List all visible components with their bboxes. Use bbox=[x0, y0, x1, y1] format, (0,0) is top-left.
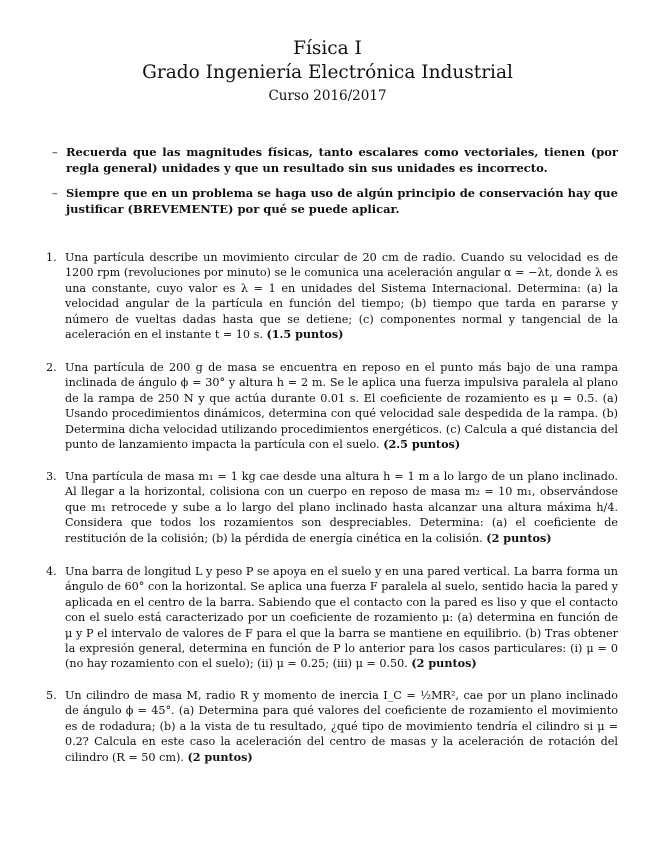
instruction-text: Siempre que en un problema se haga uso de algún principio de conservación hay que justificar (BREVEMENTE) por qué se puede aplicar. bbox=[66, 186, 618, 216]
problem-text: Una partícula de 200 g de masa se encuentra en reposo en el punto más bajo de una rampa inclinada de ángulo ϕ = 30° y altura h = 2 m. Se le aplica una fuerza impulsiva paralela al plano de la rampa de 250 N y que actúa durante 0.01 s. El coeficiente de rozamiento es μ = 0.5. (a) Usando procedimientos dinámicos, determina con qué velocidad sale despedida de la rampa. (b) Determina dicha velocidad utilizando procedimientos energéticos. (c) Calcula a qué distancia del punto de lanzamiento impacta la partícula con el suelo. bbox=[65, 361, 618, 452]
instructions-list bbox=[52, 145, 618, 227]
problem-text: Un cilindro de masa M, radio R y momento de inercia I_C = ½MR², cae por un plano inclinado de ángulo ϕ = 45°. (a) Determina para qué valores del coeficiente de rozamiento el movimiento es de rodadura; (b) a la vista de tu resultado, ¿qué tipo de movimiento tendría el cilindro si μ = 0.2? Calcula en este caso la aceleración del centro de masas y la aceleración de rotación del cilindro (R = 50 cm). bbox=[65, 689, 618, 764]
problem-text: Una partícula describe un movimiento circular de 20 cm de radio. Cuando su velocidad es de 1200 rpm (revoluciones por minuto) se le comunica una aceleración angular α = −λt, donde λ es una constante, cuyo valor es λ = 1 en unidades del Sistema Internacional. Determina: (a) la velocidad angular de la partícula en función del tiempo; (b) tiempo que tarda en pararse y número de vueltas dadas hasta que se detiene; (c) componentes normal y tangencial de la aceleración en el instante t = 10 s. bbox=[65, 251, 618, 342]
problem-number: 2. bbox=[46, 361, 57, 374]
problem-1 bbox=[46, 250, 618, 342]
instruction-item bbox=[52, 186, 618, 217]
problem-5 bbox=[46, 688, 618, 765]
course-label: Curso 2016/2017 bbox=[268, 88, 387, 104]
page-title: Física I bbox=[293, 38, 362, 59]
problem-points: (2.5 puntos) bbox=[383, 437, 461, 452]
problem-number: 3. bbox=[46, 470, 57, 483]
problem-number: 4. bbox=[46, 565, 57, 578]
instruction-item bbox=[52, 145, 618, 176]
problem-text: Una partícula de masa m₁ = 1 kg cae desde una altura h = 1 m a lo largo de un plano inclinado. Al llegar a la horizontal, colisiona con un cuerpo en reposo de masa m₂ = 10 m₁, observándose que m₁ retrocede y sube a lo largo del plano inclinado hasta alcanzar una altura máxima h/4. Considera que todos los rozamientos son despreciables. Determina: (a) el coeficiente de restitución de la colisión; (b) la pérdida de energía cinética en la colisión. bbox=[65, 470, 618, 545]
problem-points: (1.5 puntos) bbox=[266, 327, 344, 342]
problem-4 bbox=[46, 564, 618, 672]
instruction-text: Recuerda que las magnitudes físicas, tanto escalares como vectoriales, tienen (por regla general) unidades y que un resultado sin sus unidades es incorrecto. bbox=[66, 145, 618, 175]
page-subtitle: Grado Ingeniería Electrónica Industrial bbox=[142, 62, 513, 83]
dash-bullet: – bbox=[52, 186, 58, 200]
problem-points: (2 puntos) bbox=[411, 656, 477, 671]
dash-bullet: – bbox=[52, 145, 58, 159]
problem-points: (2 puntos) bbox=[187, 749, 253, 764]
problem-2 bbox=[46, 360, 618, 452]
problem-number: 5. bbox=[46, 689, 57, 702]
problem-text: Una barra de longitud L y peso P se apoya en el suelo y en una pared vertical. La barra forma un ángulo de 60° con la horizontal. Se aplica una fuerza F paralela al suelo, sentido hacia la pared y aplicada en el centro de la barra. Sabiendo que el contacto con la pared es liso y que el contacto con el suelo está caracterizado por un coeficiente de rozamiento μ: (a) determina en función de μ y P el intervalo de valores de F para el que la barra se mantiene en equilibrio. (b) Tras obtener la expresión general, determina en función de P lo anterior para los casos particulares: (i) μ = 0 (no hay rozamiento con el suelo); (ii) μ = 0.25; (iii) μ = 0.50. bbox=[65, 565, 618, 671]
problem-3 bbox=[46, 469, 618, 546]
problem-number: 1. bbox=[46, 251, 57, 264]
problem-points: (2 puntos) bbox=[486, 530, 552, 545]
